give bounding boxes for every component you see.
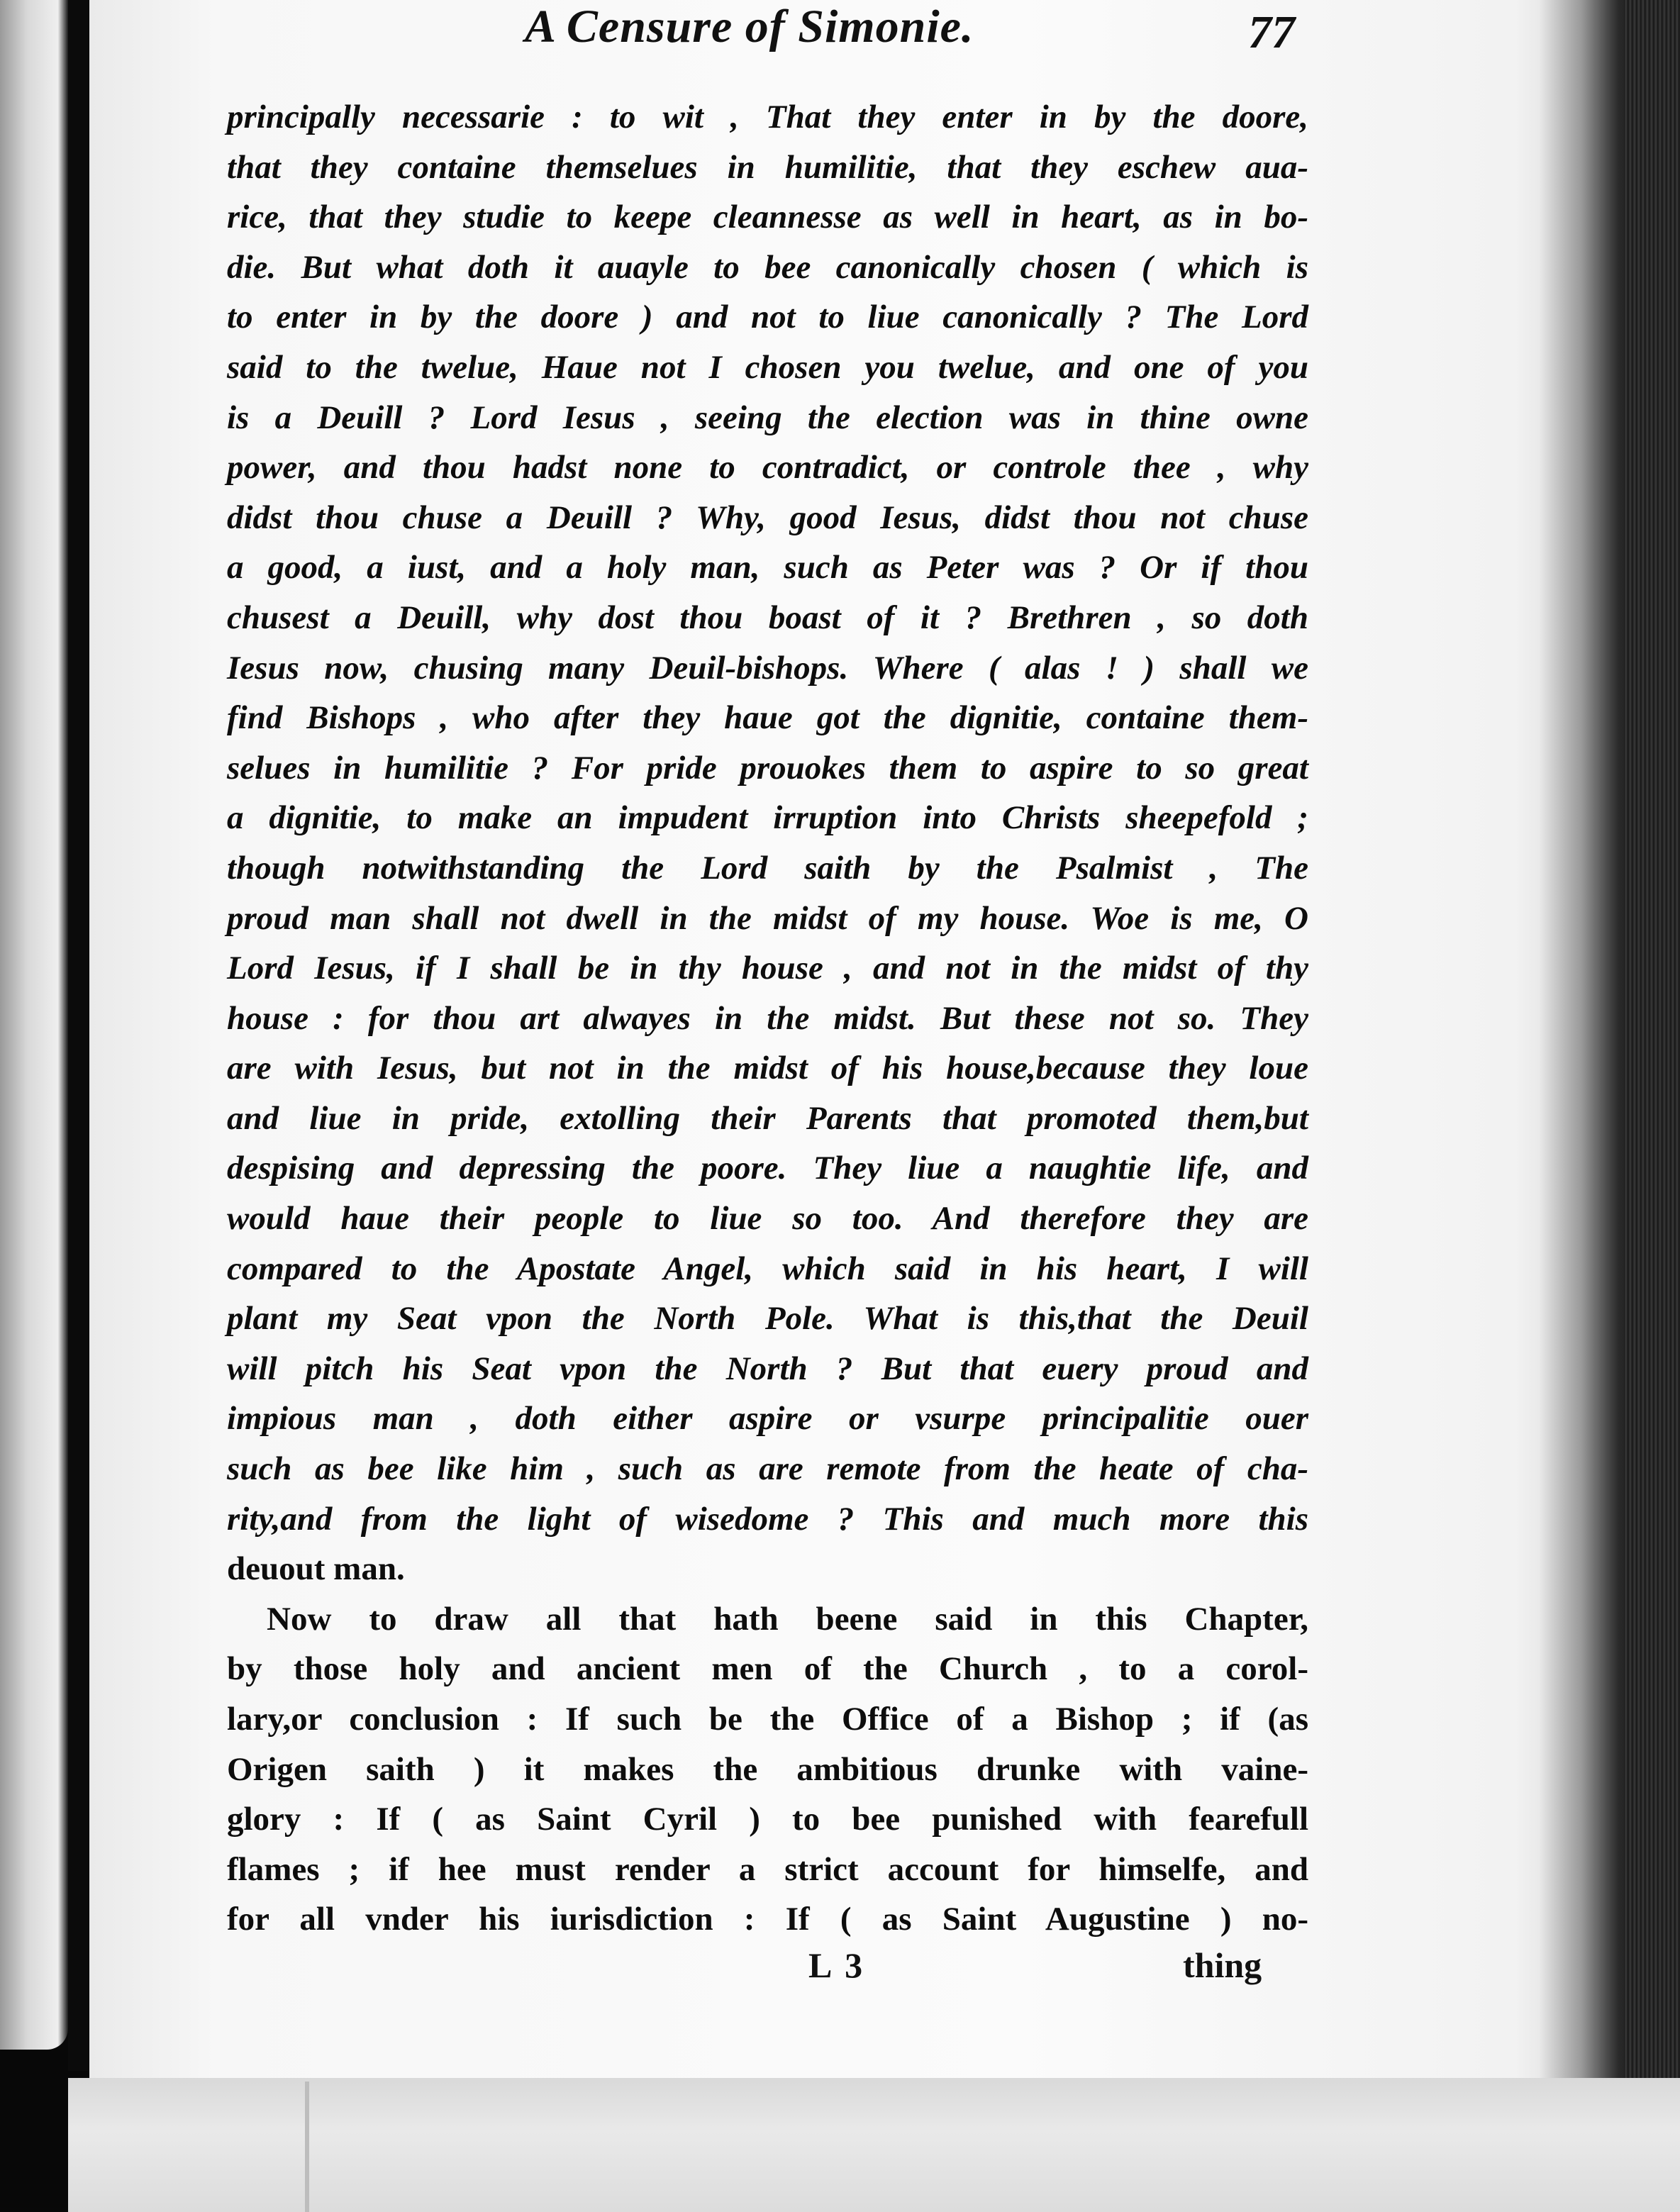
text-line: Origen saith ) it makes the ambitious drunke with vaine- <box>227 1750 1308 1788</box>
text-line: power, and thou hadst none to contradict, or controle thee , why <box>227 449 1308 487</box>
page-text <box>227 92 1308 1945</box>
book-gutter <box>68 0 89 2071</box>
text-line: to enter in by the doore ) and not to liue canonically ? The Lord <box>227 299 1308 336</box>
text-line: find Bishops , who after they haue got the dignitie, containe them- <box>227 699 1308 737</box>
text-line: by those holy and ancient men of the Church , to a corol- <box>227 1650 1308 1688</box>
scan-bottom-divider <box>305 2082 309 2212</box>
text-line: plant my Seat vpon the North Pole. What is this,that the Deuil <box>227 1300 1308 1338</box>
signature-mark: L 3 <box>808 1945 866 1985</box>
text-line: flames ; if hee must render a strict account for himselfe, and <box>227 1850 1308 1888</box>
text-line: impious man , doth either aspire or vsurpe principalitie ouer <box>227 1400 1308 1438</box>
text-line: die. But what doth it auayle to bee canonically chosen ( which is <box>227 248 1308 286</box>
text-line: Lord Iesus, if I shall be in thy house , and not in the midst of thy <box>227 950 1308 987</box>
text-line: a good, a iust, and a holy man, such as Peter was ? Or if thou <box>227 549 1308 587</box>
text-line: proud man shall not dwell in the midst of my house. Woe is me, O <box>227 899 1308 937</box>
text-line: despising and depressing the poore. They liue a naughtie life, and <box>227 1150 1308 1187</box>
page-number: 77 <box>1248 6 1295 58</box>
text-line: a dignitie, to make an impudent irruption into Christs sheepefold ; <box>227 799 1308 837</box>
text-line: that they containe themselues in humilitie, that they eschew aua- <box>227 148 1308 186</box>
text-line: said to the twelue, Haue not I chosen you twelue, and one of you <box>227 348 1308 386</box>
text-line: house : for thou art alwayes in the midst. But these not so. They <box>227 999 1308 1037</box>
text-line: chusest a Deuill, why dost thou boast of it ? Brethren , so doth <box>227 599 1308 636</box>
text-line: for all vnder his iurisdiction : If ( as Saint Augustine ) no- <box>227 1901 1308 1938</box>
text-line: glory : If ( as Saint Cyril ) to bee punished with fearefull <box>227 1801 1308 1838</box>
running-head: A Censure of Simonie. <box>525 1 974 52</box>
text-line: such as bee like him , such as are remote from the heate of cha- <box>227 1450 1308 1488</box>
text-line: would haue their people to liue so too. And therefore they are <box>227 1200 1308 1238</box>
catchword: thing <box>1183 1945 1262 1985</box>
text-line: will pitch his Seat vpon the North ? But that euery proud and <box>227 1350 1308 1387</box>
text-line: are with Iesus, but not in the midst of his house,because they loue <box>227 1050 1308 1087</box>
text-line: and liue in pride, extolling their Parents that promoted them,but <box>227 1099 1308 1137</box>
text-line: deuout man. <box>227 1550 405 1588</box>
text-line: compared to the Apostate Angel, which said in his heart, I will <box>227 1250 1308 1287</box>
text-line: is a Deuill ? Lord Iesus , seeing the election was in thine owne <box>227 399 1308 436</box>
text-line: rice, that they studie to keepe cleannesse as well in heart, as in bo- <box>227 199 1308 236</box>
text-line: principally necessarie : to wit , That they enter in by the doore, <box>227 99 1308 135</box>
scan-bottom-strip <box>68 2078 1680 2212</box>
page-stack-edges <box>1624 0 1680 2085</box>
text-line: Iesus now, chusing many Deuil-bishops. Where ( alas ! ) shall we <box>227 649 1308 687</box>
previous-page-edge <box>0 0 68 2050</box>
text-line: selues in humilitie ? For pride prouokes them to aspire to so great <box>227 749 1308 787</box>
text-line: rity,and from the light of wisedome ? This and much more this <box>227 1500 1308 1538</box>
text-line: lary,or conclusion : If such be the Office of a Bishop ; if (as <box>227 1701 1308 1738</box>
text-line: though notwithstanding the Lord saith by the Psalmist , The <box>227 849 1308 887</box>
text-line: Now to draw all that hath beene said in this Chapter, <box>267 1600 1308 1638</box>
text-line: didst thou chuse a Deuill ? Why, good Iesus, didst thou not chuse <box>227 499 1308 536</box>
